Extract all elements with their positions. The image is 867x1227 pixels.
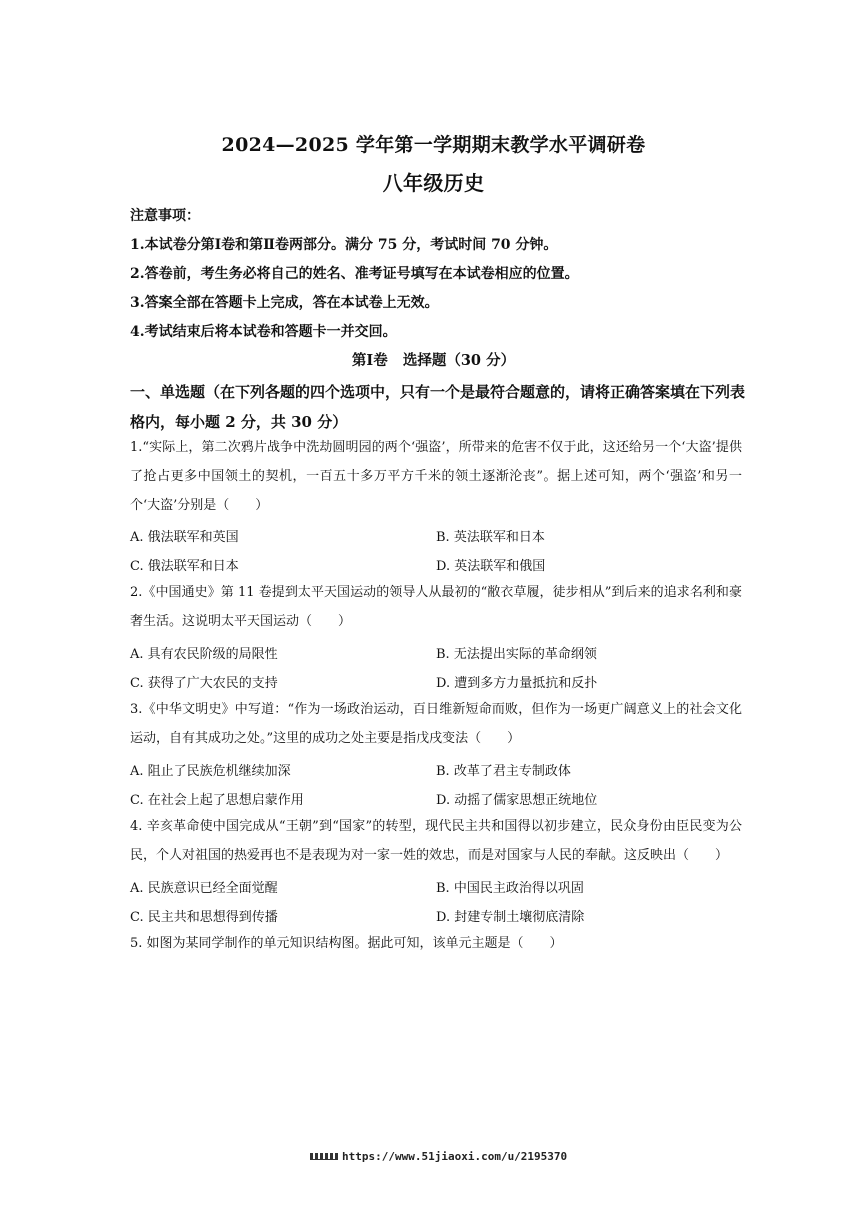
question-5-text: 5. 如图为某同学制作的单元知识结构图。据此可知，该单元主题是（ ） xyxy=(130,936,563,951)
question-1-text: 1.“实际上，第二次鸦片战争中洗劫圆明园的两个‘强盗’，所带来的危害不仅于此，这还给另一个‘大盗’提供了抢占更多中国领土的契机，一百五十多万平方千米的领土逐渐沦丧”。据上述可知，两个‘强盗’和另一个‘大盗’分别是（ ） xyxy=(130,440,742,513)
notice-item: 2.答卷前，考生务必将自己的姓名、准考证号填写在本试卷相应的位置。 xyxy=(130,266,579,282)
notice-item: 3.答案全部在答题卡上完成，答在本试卷上无效。 xyxy=(130,295,439,311)
notice-heading: 注意事项： xyxy=(130,208,200,224)
section-instruction: 一、单选题（在下列各题的四个选项中，只有一个是最符合题意的，请将正确答案填在下列表格内，每小题 2 分，共 30 分） xyxy=(130,383,746,431)
question-4-option-a: A. 民族意识已经全面觉醒 xyxy=(130,881,278,896)
footer-logo-icon xyxy=(310,1153,338,1160)
question-1-option-b: B. 英法联军和日本 xyxy=(436,530,545,545)
question-3-option-d: D. 动摇了儒家思想正统地位 xyxy=(436,793,598,808)
question-4-option-d: D. 封建专制土壤彻底清除 xyxy=(436,910,585,925)
question-3-text: 3.《中华文明史》中写道：“作为一场政治运动，百日维新短命而败，但作为一场更广阔意义上的社会文化运动，自有其成功之处。”这里的成功之处主要是指戊戌变法（ ） xyxy=(130,702,742,746)
footer xyxy=(310,1150,567,1163)
question-1-option-c: C. 俄法联军和日本 xyxy=(130,559,239,574)
question-3-option-b: B. 改革了君主专制政体 xyxy=(436,764,571,779)
footer-url-link[interactable]: https://www.51jiaoxi.com/u/2195370 xyxy=(342,1150,568,1163)
section-title: 第Ⅰ卷 选择题（30 分） xyxy=(351,352,516,369)
question-3-option-a: A. 阻止了民族危机继续加深 xyxy=(130,764,291,779)
question-2-text: 2.《中国通史》第 11 卷提到太平天国运动的领导人从最初的“敝衣草履，徒步相从”到后来的追求名利和豪奢生活。这说明太平天国运动（ ） xyxy=(130,585,742,629)
question-2-option-a: A. 具有农民阶级的局限性 xyxy=(130,647,278,662)
question-1-option-a: A. 俄法联军和英国 xyxy=(130,530,239,545)
question-4-option-c: C. 民主共和思想得到传播 xyxy=(130,910,278,925)
question-1-option-d: D. 英法联军和俄国 xyxy=(436,559,546,574)
question-3-option-c: C. 在社会上起了思想启蒙作用 xyxy=(130,793,304,808)
question-2-option-b: B. 无法提出实际的革命纲领 xyxy=(436,647,597,662)
notice-item: 1.本试卷分第Ⅰ卷和第Ⅱ卷两部分。满分 75 分，考试时间 70 分钟。 xyxy=(130,237,558,253)
question-2-option-d: D. 遭到多方力量抵抗和反扑 xyxy=(436,676,598,691)
notice-item: 4.考试结束后将本试卷和答题卡一并交回。 xyxy=(130,324,397,340)
question-2-option-c: C. 获得了广大农民的支持 xyxy=(130,676,278,691)
question-4-text: 4. 辛亥革命使中国完成从“王朝”到“国家”的转型，现代民主共和国得以初步建立，民众身份由臣民变为公民，个人对祖国的热爱再也不是表现为对一家一姓的效忠，而是对国家与人民的奉献。这反映出（ ） xyxy=(130,819,742,863)
exam-title: 2024—2025 学年第一学期期末教学水平调研卷 xyxy=(221,134,646,156)
question-4-option-b: B. 中国民主政治得以巩固 xyxy=(436,881,584,896)
exam-subtitle: 八年级历史 xyxy=(382,171,485,195)
